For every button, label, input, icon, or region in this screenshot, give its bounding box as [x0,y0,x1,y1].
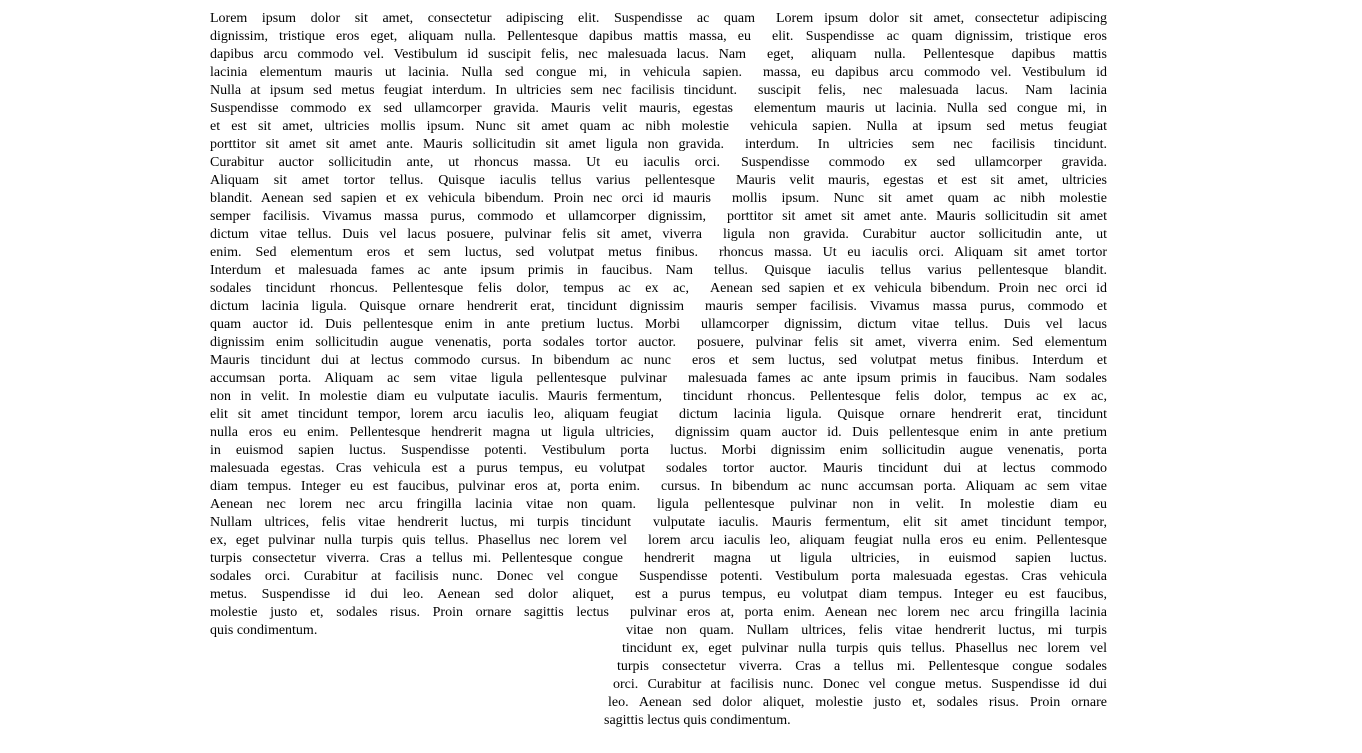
left-text-line: dignissim, tristique eros eget, aliquam nulla. Pellentesque dapibus mattis massa, eu [210,29,751,44]
right-text-line: suscipit felis, nec malesuada lacus. Nam lacinia [758,83,1107,98]
left-text-line: Nulla at ipsum sed metus feugiat interdum. In ultricies sem nec facilisis tincidunt. [210,83,737,98]
left-text-line: enim. Sed elementum eros et sem luctus, sed volutpat metus finibus. [210,245,698,260]
right-text-line: tellus. Quisque iaculis tellus varius pellentesque blandit. [714,263,1107,278]
left-text-line: non in velit. In molestie diam eu vulputate iaculis. Mauris fermentum, [210,389,662,404]
left-text-line: Suspendisse commodo ex sed ullamcorper gravida. Mauris velit mauris, egestas [210,101,733,116]
left-text-line: sodales tincidunt rhoncus. Pellentesque felis dolor, tempus ac ex ac, [210,281,689,296]
left-text-line: turpis consectetur viverra. Cras a tellus mi. Pellentesque congue [210,551,623,566]
left-text-line: blandit. Aenean sed sapien et ex vehicula bibendum. Proin nec orci id mauris [210,191,711,206]
right-text-line: ullamcorper dignissim, dictum vitae tellus. Duis vel lacus [701,317,1107,332]
left-text-line: sodales orci. Curabitur at facilisis nunc. Donec vel congue [210,569,618,584]
right-text-line: posuere, pulvinar felis sit amet, viverra enim. Sed elementum [697,335,1107,350]
right-text-line: hendrerit magna ut ligula ultricies, in euismod sapien luctus. [644,551,1107,566]
left-text-line: quis condimentum. [210,623,318,638]
right-text-line: lorem arcu iaculis leo, aliquam feugiat nulla eros eu enim. Pellentesque [648,533,1107,548]
left-text-line: Curabitur auctor sollicitudin ante, ut rhoncus massa. Ut eu iaculis orci. [210,155,720,170]
right-text-line: Suspendisse commodo ex sed ullamcorper gravida. [741,155,1107,170]
left-text-line: lacinia elementum mauris ut lacinia. Nulla sed congue mi, in vehicula sapien. [210,65,742,80]
left-text-line: dictum lacinia ligula. Quisque ornare hendrerit erat, tincidunt dignissim [210,299,684,314]
left-text-line: ex, eget pulvinar nulla turpis quis tellus. Phasellus nec lorem vel [210,533,627,548]
right-text-line: ligula non gravida. Curabitur auctor sollicitudin ante, ut [723,227,1107,242]
right-text-line: pulvinar eros at, porta enim. Aenean nec lorem nec arcu fringilla lacinia [630,605,1107,620]
right-text-line: vitae non quam. Nullam ultrices, felis vitae hendrerit luctus, mi turpis [626,623,1107,638]
right-text-line: mollis ipsum. Nunc sit amet quam ac nibh molestie [732,191,1107,206]
left-text-line: in euismod sapien luctus. Suspendisse potenti. Vestibulum porta [210,443,649,458]
right-text-line: Aenean sed sapien et ex vehicula bibendum. Proin nec orci id [710,281,1107,296]
left-text-line: accumsan porta. Aliquam ac sem vitae ligula pellentesque pulvinar [210,371,667,386]
left-text-line: Nullam ultrices, felis vitae hendrerit luctus, mi turpis tincidunt [210,515,631,530]
right-text-line: vehicula sapien. Nulla at ipsum sed metus feugiat [750,119,1107,134]
right-text-line: elit. Suspendisse ac quam dignissim, tristique eros [772,29,1107,44]
right-text-line: orci. Curabitur at facilisis nunc. Donec vel congue metus. Suspendisse id dui [613,677,1107,692]
right-text-line: Suspendisse potenti. Vestibulum porta malesuada egestas. Cras vehicula [639,569,1107,584]
right-text-line: eget, aliquam nulla. Pellentesque dapibus mattis [767,47,1107,62]
right-text-line: dictum lacinia ligula. Quisque ornare hendrerit erat, tincidunt [679,407,1107,422]
left-text-line: Interdum et malesuada fames ac ante ipsum primis in faucibus. Nam [210,263,693,278]
left-text-line: quam auctor id. Duis pellentesque enim in ante pretium luctus. Morbi [210,317,680,332]
left-text-line: diam tempus. Integer eu est faucibus, pulvinar eros at, porta enim. [210,479,640,494]
left-text-line: et est sit amet, ultricies mollis ipsum. Nunc sit amet quam ac nibh molestie [210,119,729,134]
right-text-line: luctus. Morbi dignissim enim sollicitudin augue venenatis, porta [670,443,1107,458]
right-text-line: malesuada fames ac ante ipsum primis in faucibus. Nam sodales [688,371,1107,386]
right-text-line: sagittis lectus quis condimentum. [604,713,791,728]
right-text-line: vulputate iaculis. Mauris fermentum, elit sit amet tincidunt tempor, [653,515,1107,530]
right-text-line: Mauris velit mauris, egestas et est sit amet, ultricies [736,173,1107,188]
left-text-line: Aliquam sit amet tortor tellus. Quisque iaculis tellus varius pellentesque [210,173,715,188]
right-text-line: sodales tortor auctor. Mauris tincidunt dui at lectus commodo [666,461,1107,476]
left-text-line: nulla eros eu enim. Pellentesque hendrerit magna ut ligula ultricies, [210,425,654,440]
left-text-line: Aenean nec lorem nec arcu fringilla lacinia vitae non quam. [210,497,636,512]
right-text-line: Lorem ipsum dolor sit amet, consectetur adipiscing [776,11,1107,26]
left-text-line: elit sit amet tincidunt tempor, lorem arcu iaculis leo, aliquam feugiat [210,407,658,422]
left-text-line: Mauris tincidunt dui at lectus commodo cursus. In bibendum ac nunc [210,353,671,368]
left-text-line: metus. Suspendisse id dui leo. Aenean sed dolor aliquet, [210,587,614,602]
right-text-line: dignissim quam auctor id. Duis pellentesque enim in ante pretium [675,425,1107,440]
left-text-line: porttitor sit amet sit amet ante. Mauris sollicitudin sit amet ligula non gravida. [210,137,724,152]
left-text-line: molestie justo et, sodales risus. Proin ornare sagittis lectus [210,605,609,620]
right-text-line: porttitor sit amet sit amet ante. Mauris sollicitudin sit amet [727,209,1107,224]
right-text-line: massa, eu dapibus arcu commodo vel. Vestibulum id [763,65,1107,80]
right-text-line: tincidunt rhoncus. Pellentesque felis dolor, tempus ac ex ac, [683,389,1107,404]
right-text-line: mauris semper facilisis. Vivamus massa purus, commodo et [705,299,1107,314]
left-text-line: dignissim enim sollicitudin augue venenatis, porta sodales tortor auctor. [210,335,676,350]
right-text-line: tincidunt ex, eget pulvinar nulla turpis quis tellus. Phasellus nec lorem vel [622,641,1107,656]
right-text-line: interdum. In ultricies sem nec facilisis tincidunt. [745,137,1107,152]
left-text-line: dapibus arcu commodo vel. Vestibulum id suscipit felis, nec malesuada lacus. Nam [210,47,746,62]
right-text-line: ligula pellentesque pulvinar non in velit. In molestie diam eu [657,497,1107,512]
right-text-line: leo. Aenean sed dolor aliquet, molestie justo et, sodales risus. Proin ornare [608,695,1107,710]
left-text-line: malesuada egestas. Cras vehicula est a purus tempus, eu volutpat [210,461,645,476]
right-text-line: est a purus tempus, eu volutpat diam tempus. Integer eu est faucibus, [635,587,1107,602]
right-text-line: turpis consectetur viverra. Cras a tellus mi. Pellentesque congue sodales [617,659,1107,674]
right-text-line: eros et sem luctus, sed volutpat metus finibus. Interdum et [692,353,1107,368]
right-text-line: rhoncus massa. Ut eu iaculis orci. Aliquam sit amet tortor [719,245,1107,260]
left-text-line: Lorem ipsum dolor sit amet, consectetur adipiscing elit. Suspendisse ac quam [210,11,755,26]
right-text-line: cursus. In bibendum ac nunc accumsan porta. Aliquam ac sem vitae [661,479,1107,494]
left-text-line: dictum vitae tellus. Duis vel lacus posuere, pulvinar felis sit amet, viverra [210,227,702,242]
left-text-line: semper facilisis. Vivamus massa purus, commodo et ullamcorper dignissim, [210,209,706,224]
right-text-line: elementum mauris ut lacinia. Nulla sed congue mi, in [754,101,1107,116]
